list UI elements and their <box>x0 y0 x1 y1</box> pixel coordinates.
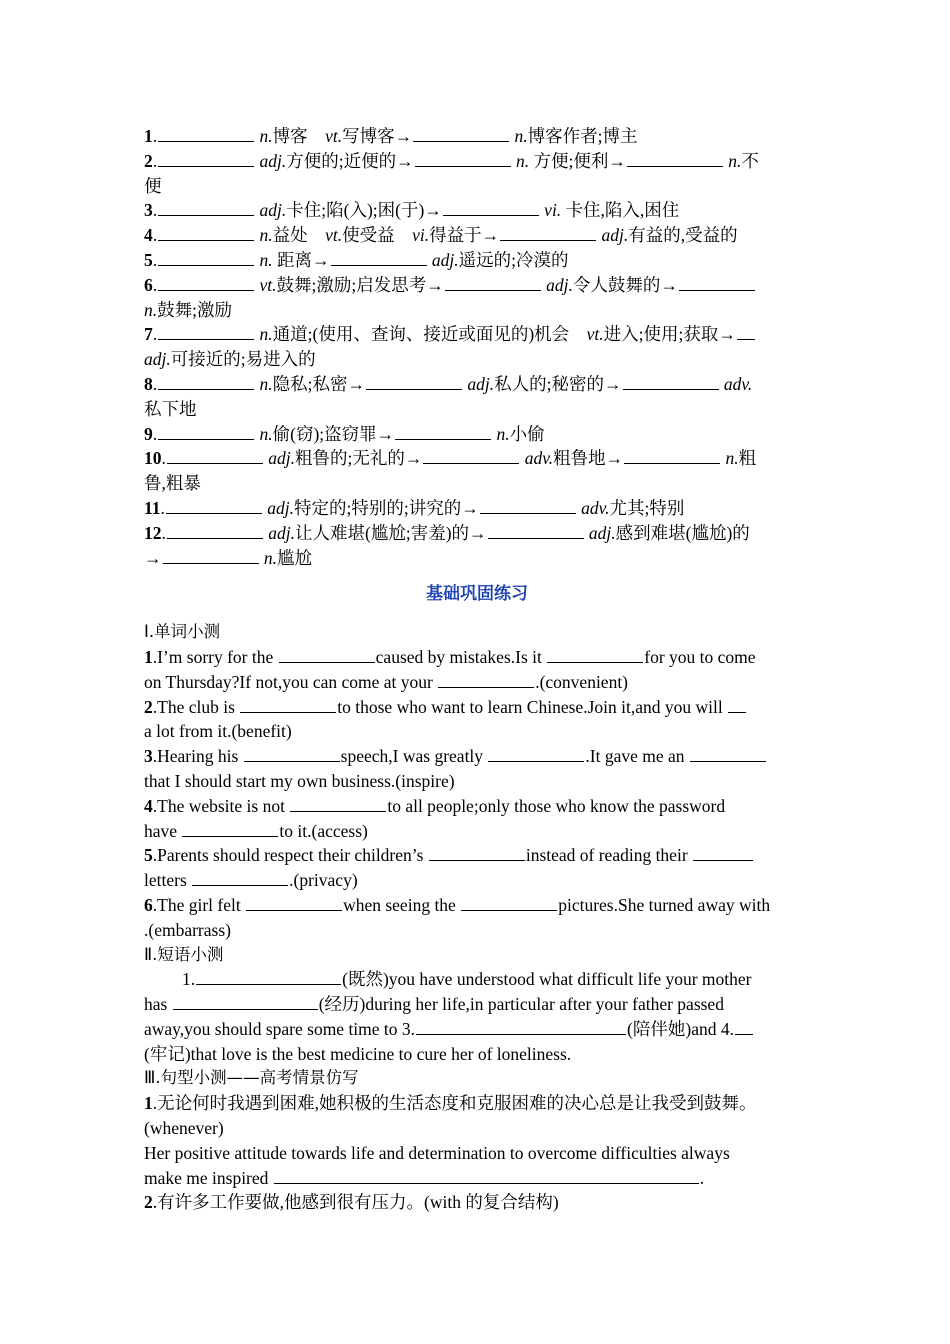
answer-blank[interactable] <box>158 322 254 340</box>
answer-blank[interactable] <box>158 372 254 390</box>
vocab-item-6-cont: n.鼓舞;激励 <box>144 299 232 320</box>
answer-blank[interactable] <box>693 843 753 861</box>
part3-question-1: 1.无论何时我遇到困难,她积极的生活态度和克服困难的决心总是让我受到鼓舞。 <box>144 1093 757 1114</box>
answer-blank[interactable] <box>158 248 254 266</box>
part1-question-5-cont: letters .(privacy) <box>144 870 358 891</box>
part3-question-1-sentence-cont: make me inspired . <box>144 1167 705 1188</box>
vocab-item-10: 10. adj.粗鲁的;无礼的→ adv.粗鲁地→ n.粗 <box>144 448 757 469</box>
answer-blank[interactable] <box>192 868 288 886</box>
answer-blank[interactable] <box>415 149 511 167</box>
part1-heading: Ⅰ.单词小测 <box>144 622 221 642</box>
part3-question-1-sentence: Her positive attitude towards life and determination to overcome difficulties always <box>144 1142 730 1163</box>
answer-blank[interactable] <box>423 446 519 464</box>
part2-line-3: away,you should spare some time to 3. (陪伴她)and 4. <box>144 1017 810 1042</box>
vocab-item-7: 7. n.通道;(使用、查询、接近或面见的)机会 vt.进入;使用;获取→ <box>144 322 810 347</box>
answer-blank[interactable] <box>443 198 539 216</box>
part1-question-1-cont: on Thursday?If not,you can come at your .(convenient) <box>144 671 629 692</box>
part1-question-2-cont: a lot from it.(benefit) <box>144 721 292 742</box>
vocab-item-9: 9. n.偷(窃);盗窃罪→ n.小偷 <box>144 423 545 444</box>
vocab-item-5: 5. n. 距离→ adj.遥远的;冷漠的 <box>144 249 569 270</box>
part1-question-3: 3.Hearing his speech,I was greatly .It gave me an <box>144 744 810 769</box>
answer-blank[interactable] <box>366 372 462 390</box>
vocab-item-4: 4. n.益处 vt.使受益 vi.得益于→ adj.有益的,受益的 <box>144 225 738 246</box>
answer-blank[interactable] <box>547 645 643 663</box>
answer-blank[interactable] <box>290 794 386 812</box>
answer-blank[interactable] <box>624 446 720 464</box>
answer-blank[interactable] <box>182 819 278 837</box>
vocab-item-10-cont: 鲁,粗暴 <box>144 473 201 494</box>
part1-question-3-cont: that I should start my own business.(inspire) <box>144 770 455 791</box>
vocab-item-6: 6. vt.鼓舞;激励;启发思考→ adj.令人鼓舞的→ <box>144 273 810 298</box>
section-title: 基础巩固练习 <box>426 584 528 605</box>
vocab-item-11: 11. adj.特定的;特别的;讲究的→ adv.尤其;特别 <box>144 497 685 518</box>
answer-blank[interactable] <box>395 422 491 440</box>
part3-question-2: 2.有许多工作要做,他感到很有压力。(with 的复合结构) <box>144 1192 559 1213</box>
answer-blank[interactable] <box>488 521 584 539</box>
part1-question-5: 5.Parents should respect their children’s instead of reading their <box>144 843 810 868</box>
vocab-item-12-cont: → n.尴尬 <box>144 547 312 568</box>
part2-line-2: has (经历)during her life,in particular after your father passed <box>144 994 724 1015</box>
part1-question-2: 2.The club is to those who want to learn Chinese.Join it,and you will <box>144 695 810 720</box>
answer-blank[interactable] <box>240 695 336 713</box>
answer-blank[interactable] <box>679 273 755 291</box>
vocab-item-3: 3. adj.卡住;陷(入);困(于)→ vi. 卡住,陷入,困住 <box>144 200 680 221</box>
vocab-item-7-cont: adj.可接近的;易进入的 <box>144 349 316 370</box>
vocab-item-1: 1. n.博客 vt.写博客→ n.博客作者;博主 <box>144 126 638 146</box>
vocab-item-12: 12. adj.让人难堪(尴尬;害羞)的→ adj.感到难堪(尴尬)的 <box>144 522 750 543</box>
answer-blank[interactable] <box>167 446 263 464</box>
answer-blank[interactable] <box>158 422 254 440</box>
part1-question-1: 1.I’m sorry for the caused by mistakes.Is it for you to come <box>144 646 756 667</box>
part3-question-1-hint: (whenever) <box>144 1118 224 1139</box>
vocab-item-8-cont: 私下地 <box>144 398 197 419</box>
answer-blank[interactable] <box>331 248 427 266</box>
answer-blank[interactable] <box>173 992 318 1010</box>
part2-line-1: 1. (既然)you have understood what difficult life your mother <box>182 969 752 990</box>
answer-blank[interactable] <box>196 967 341 985</box>
part3-heading: Ⅲ.句型小测——高考情景仿写 <box>144 1068 359 1088</box>
answer-blank[interactable] <box>158 149 254 167</box>
vocab-item-8: 8. n.隐私;私密→ adj.私人的;秘密的→ adv. <box>144 373 753 394</box>
item-number: 1 <box>144 126 153 146</box>
answer-blank[interactable] <box>158 273 254 291</box>
answer-blank[interactable] <box>500 223 596 241</box>
vocab-item-2: 2. adj.方便的;近便的→ n. 方便;便利→ n.不 <box>144 150 759 171</box>
answer-blank[interactable] <box>438 670 534 688</box>
answer-blank[interactable] <box>158 198 254 216</box>
answer-blank[interactable] <box>728 695 746 713</box>
answer-blank[interactable] <box>461 893 557 911</box>
part2-heading: Ⅱ.短语小测 <box>144 944 224 964</box>
answer-blank[interactable] <box>158 124 254 142</box>
answer-blank[interactable] <box>416 1017 626 1035</box>
answer-blank[interactable] <box>413 124 509 142</box>
answer-blank[interactable] <box>735 1017 753 1035</box>
part1-question-6: 6.The girl felt when seeing the pictures.She turned away with <box>144 894 771 915</box>
answer-blank[interactable] <box>690 744 766 762</box>
answer-blank[interactable] <box>627 149 723 167</box>
answer-blank[interactable] <box>737 322 755 340</box>
part1-question-4-cont: have to it.(access) <box>144 820 368 841</box>
answer-blank[interactable] <box>246 893 342 911</box>
answer-blank[interactable] <box>158 223 254 241</box>
answer-blank[interactable] <box>163 546 259 564</box>
answer-blank[interactable] <box>480 496 576 514</box>
worksheet-content <box>144 124 810 1215</box>
part1-question-4: 4.The website is not to all people;only those who know the password <box>144 795 726 816</box>
answer-blank[interactable] <box>167 521 263 539</box>
answer-blank[interactable] <box>445 273 541 291</box>
part2-line-4: (牢记)that love is the best medicine to cure her of loneliness. <box>144 1043 572 1064</box>
part1-question-6-cont: .(embarrass) <box>144 919 231 940</box>
answer-blank[interactable] <box>488 744 584 762</box>
answer-blank[interactable] <box>279 645 375 663</box>
answer-blank[interactable] <box>623 372 719 390</box>
vocab-item-2-cont: 便 <box>144 175 162 196</box>
answer-blank[interactable] <box>244 744 340 762</box>
answer-blank[interactable] <box>274 1166 699 1184</box>
answer-blank[interactable] <box>166 496 262 514</box>
answer-blank[interactable] <box>429 843 525 861</box>
